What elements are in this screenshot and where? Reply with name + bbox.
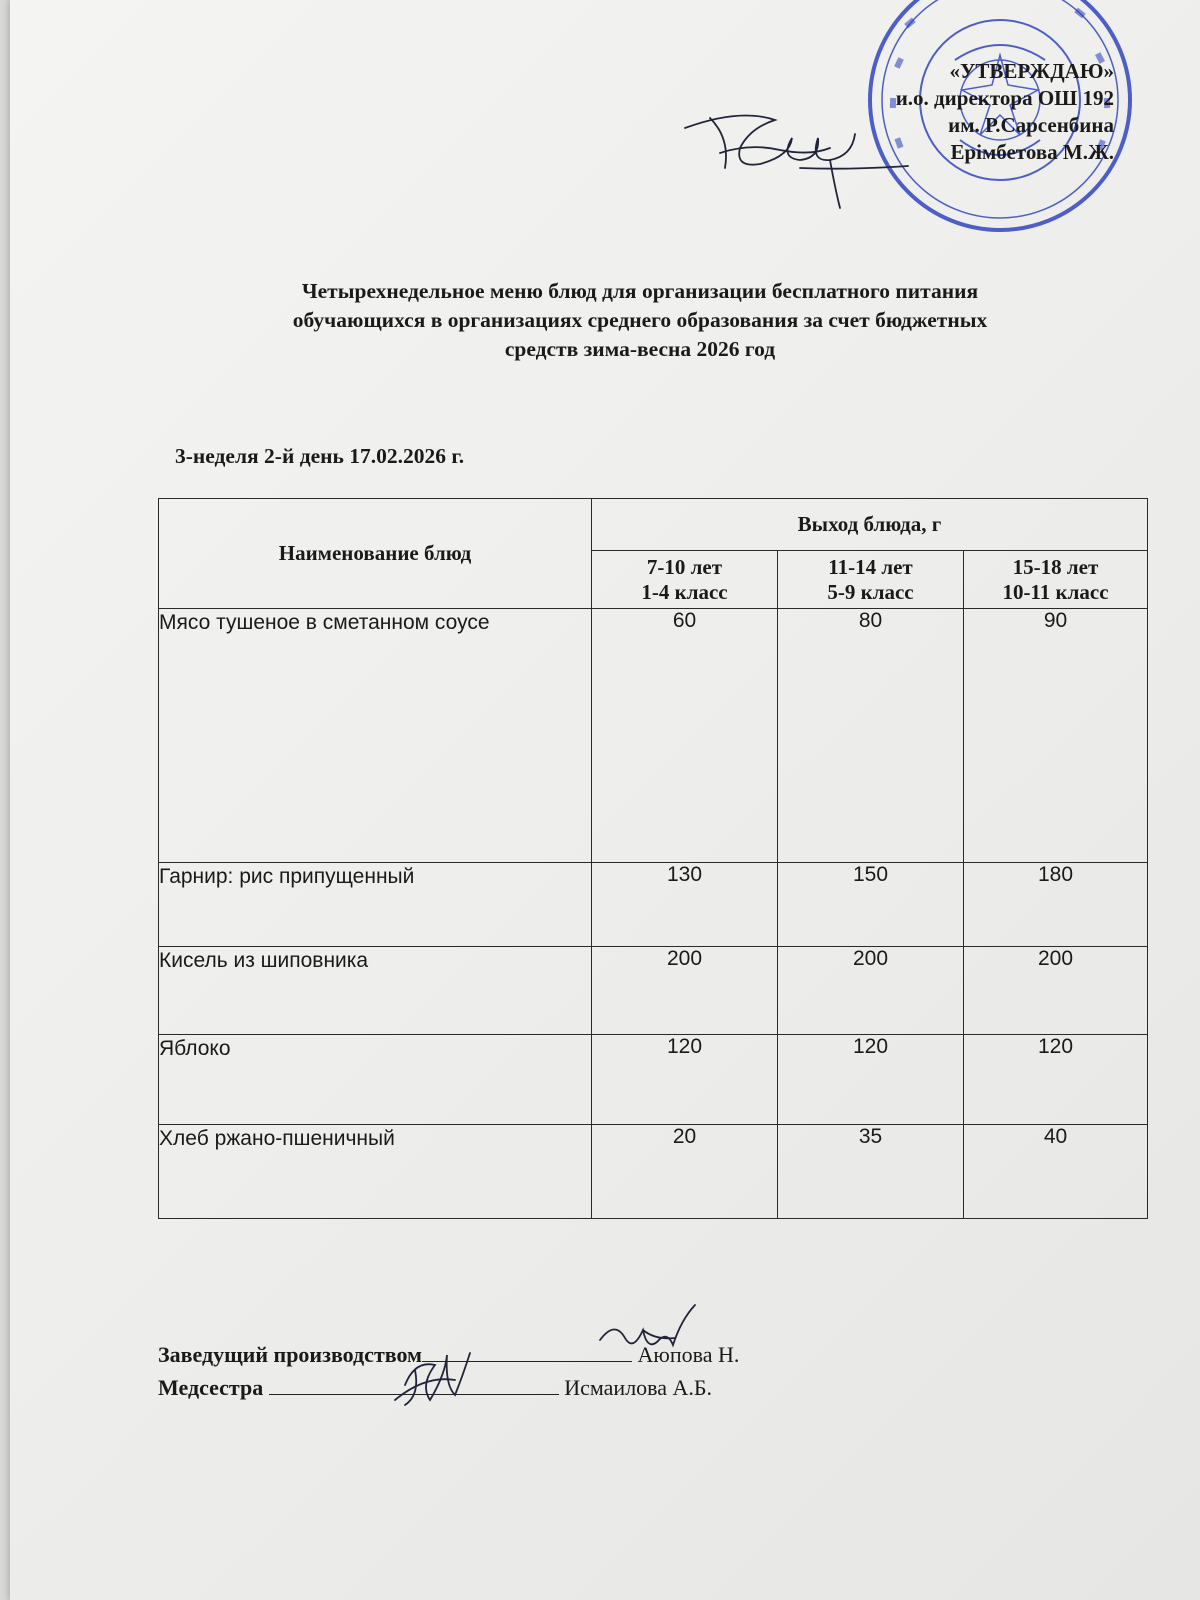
approval-block [896, 58, 1114, 166]
yield-value: 150 [778, 863, 964, 947]
table-row [159, 609, 1148, 863]
yield-value: 200 [592, 947, 778, 1035]
menu-table [158, 498, 1148, 1219]
table-row [159, 863, 1148, 947]
age-label: 7-10 лет [646, 554, 723, 579]
dish-name: Кисель из шиповника [159, 947, 592, 1035]
approval-name: Ерімбетова М.Ж. [950, 140, 1114, 164]
approval-school: им. Р.Сарсенбина [948, 113, 1114, 137]
column-age-3 [964, 551, 1148, 609]
approval-position: и.о. директора ОШ 192 [895, 86, 1114, 110]
table-row [159, 947, 1148, 1035]
manager-role: Заведущий производством [158, 1342, 423, 1367]
nurse-name: Исмаилова А.Б. [564, 1375, 713, 1400]
column-age-1 [592, 551, 778, 609]
title-line-3: средств зима-весна 2026 год [504, 337, 776, 361]
column-group-yield: Выход блюда, г [592, 499, 1148, 551]
grade-label: 5-9 класс [827, 579, 914, 604]
document-sheet [10, 0, 1200, 1600]
yield-value: 90 [964, 609, 1148, 863]
approval-heading: «УТВЕРЖДАЮ» [949, 59, 1114, 83]
dish-name: Хлеб ржано-пшеничный [159, 1125, 592, 1219]
yield-value: 120 [964, 1035, 1148, 1125]
nurse-signature-icon [385, 1345, 525, 1415]
age-label: 11-14 лет [828, 554, 913, 579]
nurse-role: Медсестра [158, 1375, 264, 1400]
table-row [159, 1125, 1148, 1219]
yield-value: 80 [778, 609, 964, 863]
document-title [170, 277, 1110, 364]
grade-label: 10-11 класс [1002, 579, 1109, 604]
grade-label: 1-4 класс [641, 579, 728, 604]
age-label: 15-18 лет [1012, 554, 1099, 579]
yield-value: 35 [778, 1125, 964, 1219]
yield-value: 120 [592, 1035, 778, 1125]
title-line-1: Четырехнедельное меню блюд для организации бесплатного питания [301, 279, 979, 303]
yield-value: 200 [964, 947, 1148, 1035]
title-line-2: обучающихся в организациях среднего образования за счет бюджетных [292, 308, 988, 332]
column-age-2 [778, 551, 964, 609]
table-header-row [159, 499, 1148, 551]
column-dish-name: Наименование блюд [159, 499, 592, 609]
director-signature-icon [680, 98, 910, 218]
yield-value: 120 [778, 1035, 964, 1125]
dish-name: Яблоко [159, 1035, 592, 1125]
yield-value: 60 [592, 609, 778, 863]
dish-name: Мясо тушеное в сметанном соусе [159, 609, 592, 863]
manager-signature-icon [595, 1300, 735, 1370]
day-label: 3-неделя 2-й день 17.02.2026 г. [175, 444, 465, 468]
yield-value: 200 [778, 947, 964, 1035]
yield-value: 20 [592, 1125, 778, 1219]
yield-value: 180 [964, 863, 1148, 947]
yield-value: 40 [964, 1125, 1148, 1219]
table-row [159, 1035, 1148, 1125]
dish-name: Гарнир: рис припущенный [159, 863, 592, 947]
yield-value: 130 [592, 863, 778, 947]
manager-name: Аюпова Н. [637, 1342, 740, 1367]
